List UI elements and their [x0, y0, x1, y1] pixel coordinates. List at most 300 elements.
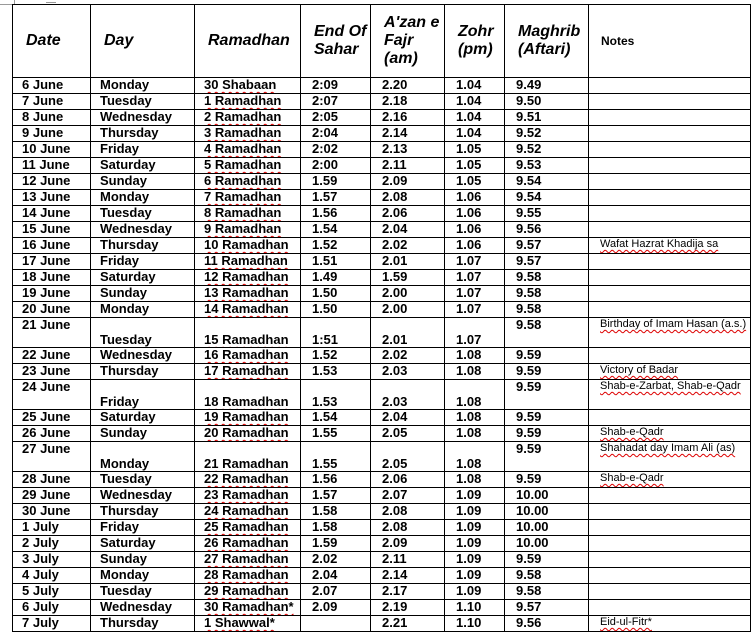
cell-end-of-sahar: 1.54 [301, 222, 371, 238]
ramadhan-day-label: 26 Ramadhan [204, 535, 289, 550]
cell-zohr: 1.09 [445, 520, 505, 536]
table-row [13, 110, 751, 126]
cell-date: 8 June [13, 110, 91, 126]
cell-notes [589, 616, 751, 632]
cell-date: 17 June [13, 254, 91, 270]
cell-ramadhan [195, 254, 301, 270]
cell-azan-fajr: 2.20 [371, 78, 445, 94]
table-row [13, 600, 751, 616]
table-row [13, 302, 751, 318]
cell-date: 21 June [13, 318, 91, 348]
note-text: Wafat Hazrat Khadija sa [600, 238, 719, 250]
cell-ramadhan [195, 584, 301, 600]
cell-azan-fajr: 2.02 [371, 238, 445, 254]
cell-notes [589, 238, 751, 254]
cell-notes [589, 410, 751, 426]
cell-notes [589, 426, 751, 442]
table-row [13, 286, 751, 302]
cell-zohr: 1.08 [445, 442, 505, 472]
cell-zohr: 1.08 [445, 380, 505, 410]
cell-azan-fajr: 2.14 [371, 568, 445, 584]
cell-day: Tuesday [91, 206, 195, 222]
cell-end-of-sahar: 2.09 [301, 600, 371, 616]
cell-ramadhan [195, 426, 301, 442]
ramadhan-day-label: 7 Ramadhan [204, 189, 282, 204]
cell-azan-fajr: 2.00 [371, 302, 445, 318]
note-text: Birthday of Imam Hasan (a.s.) [600, 318, 747, 330]
cell-azan-fajr: 2.11 [371, 158, 445, 174]
table-row [13, 380, 751, 410]
ramadhan-day-label: 28 Ramadhan [204, 567, 289, 582]
cell-maghrib: 9.57 [505, 600, 589, 616]
cell-ramadhan [195, 78, 301, 94]
ramadhan-day-label: 10 Ramadhan [204, 237, 289, 252]
cell-maghrib: 9.57 [505, 254, 589, 270]
cell-azan-fajr: 2.02 [371, 348, 445, 364]
table-row [13, 410, 751, 426]
cell-notes [589, 142, 751, 158]
table-row [13, 520, 751, 536]
ramadhan-day-label: 22 Ramadhan [204, 471, 289, 486]
cell-day: Friday [91, 254, 195, 270]
cell-notes [589, 504, 751, 520]
ramadhan-day-label: 3 Ramadhan [204, 125, 282, 140]
cell-date: 20 June [13, 302, 91, 318]
cell-azan-fajr: 2.09 [371, 174, 445, 190]
cell-zohr: 1.08 [445, 410, 505, 426]
cell-day: Tuesday [91, 318, 195, 348]
ramadhan-day-label: 8 Ramadhan [204, 205, 282, 220]
cell-date: 1 July [13, 520, 91, 536]
cell-azan-fajr: 2.07 [371, 488, 445, 504]
cell-date: 6 June [13, 78, 91, 94]
cell-date: 30 June [13, 504, 91, 520]
cell-ramadhan [195, 348, 301, 364]
cell-ramadhan [195, 222, 301, 238]
cell-date: 9 June [13, 126, 91, 142]
note-text: Victory of Badar [600, 364, 679, 376]
cell-azan-fajr: 2.01 [371, 254, 445, 270]
cell-notes [589, 174, 751, 190]
cell-end-of-sahar: 2:02 [301, 142, 371, 158]
cell-end-of-sahar: 1.58 [301, 520, 371, 536]
table-row [13, 78, 751, 94]
cell-day: Thursday [91, 364, 195, 380]
ramadhan-day-label: 9 Ramadhan [204, 221, 282, 236]
table-row [13, 222, 751, 238]
ramadhan-day-label: 2 Ramadhan [204, 109, 282, 124]
cell-day: Wednesday [91, 348, 195, 364]
table-row [13, 238, 751, 254]
table-row [13, 318, 751, 348]
cell-end-of-sahar: 1.53 [301, 364, 371, 380]
cell-day: Thursday [91, 126, 195, 142]
cell-date: 3 July [13, 552, 91, 568]
cell-azan-fajr: 2.01 [371, 318, 445, 348]
cell-ramadhan [195, 206, 301, 222]
cell-end-of-sahar: 2:04 [301, 126, 371, 142]
cell-azan-fajr: 2.17 [371, 584, 445, 600]
ramadhan-day-label: 29 Ramadhan [204, 583, 289, 598]
cell-day: Monday [91, 78, 195, 94]
cell-ramadhan [195, 536, 301, 552]
cell-day: Thursday [91, 616, 195, 632]
cell-day: Wednesday [91, 600, 195, 616]
ramadhan-day-label: 1 Ramadhan [204, 93, 282, 108]
ramadhan-day-label: 6 Ramadhan [204, 173, 282, 188]
table-row [13, 126, 751, 142]
cell-date: 11 June [13, 158, 91, 174]
cell-notes [589, 94, 751, 110]
cell-zohr: 1.10 [445, 616, 505, 632]
cell-zohr: 1.04 [445, 78, 505, 94]
cell-notes [589, 206, 751, 222]
ramadhan-day-label: 18 Ramadhan [204, 394, 289, 409]
ramadhan-day-label: 30 Ramadhan* [204, 599, 294, 614]
cell-zohr: 1.06 [445, 238, 505, 254]
table-row [13, 536, 751, 552]
table-row [13, 504, 751, 520]
cell-day: Monday [91, 302, 195, 318]
cell-day: Tuesday [91, 94, 195, 110]
cell-azan-fajr: 2.06 [371, 206, 445, 222]
cell-end-of-sahar: 1.51 [301, 254, 371, 270]
cell-date: 16 June [13, 238, 91, 254]
ramadhan-day-label: 19 Ramadhan [204, 409, 289, 424]
cell-end-of-sahar: 1.49 [301, 270, 371, 286]
cell-day: Thursday [91, 238, 195, 254]
header-zohr: Zohr (pm) [445, 5, 505, 78]
cell-maghrib: 9.50 [505, 94, 589, 110]
cell-day: Saturday [91, 410, 195, 426]
cell-day: Monday [91, 190, 195, 206]
cell-day: Wednesday [91, 110, 195, 126]
cell-day: Sunday [91, 286, 195, 302]
table-row [13, 552, 751, 568]
cell-zohr: 1.10 [445, 600, 505, 616]
note-text: Eid-ul-Fitr* [600, 616, 652, 628]
cell-zohr: 1.05 [445, 142, 505, 158]
cell-end-of-sahar: 1.50 [301, 286, 371, 302]
cell-azan-fajr: 2.09 [371, 536, 445, 552]
cell-maghrib: 9.57 [505, 238, 589, 254]
ramadhan-day-label: 12 Ramadhan [204, 269, 289, 284]
cell-end-of-sahar [301, 616, 371, 632]
cell-zohr: 1.07 [445, 318, 505, 348]
ramadhan-day-label: 16 Ramadhan [204, 347, 289, 362]
cell-day: Friday [91, 520, 195, 536]
cell-notes [589, 472, 751, 488]
page-corner-mark [46, 0, 56, 3]
cell-end-of-sahar: 1.56 [301, 206, 371, 222]
cell-notes [589, 158, 751, 174]
cell-zohr: 1.08 [445, 348, 505, 364]
cell-maghrib: 9.58 [505, 318, 589, 348]
table-row [13, 568, 751, 584]
cell-date: 23 June [13, 364, 91, 380]
cell-end-of-sahar: 2:09 [301, 78, 371, 94]
table-row [13, 584, 751, 600]
table-row [13, 174, 751, 190]
cell-ramadhan [195, 142, 301, 158]
cell-maghrib: 9.53 [505, 158, 589, 174]
cell-ramadhan [195, 380, 301, 410]
cell-zohr: 1.04 [445, 110, 505, 126]
cell-maghrib: 9.52 [505, 142, 589, 158]
header-ramadhan: Ramadhan [195, 5, 301, 78]
cell-zohr: 1.07 [445, 270, 505, 286]
ramadhan-day-label: 4 Ramadhan [204, 141, 282, 156]
cell-day: Thursday [91, 504, 195, 520]
cell-zohr: 1.07 [445, 254, 505, 270]
table-row [13, 254, 751, 270]
cell-notes [589, 190, 751, 206]
cell-end-of-sahar: 1.56 [301, 472, 371, 488]
cell-end-of-sahar: 1.52 [301, 238, 371, 254]
cell-end-of-sahar: 2:07 [301, 94, 371, 110]
cell-maghrib: 9.58 [505, 270, 589, 286]
cell-maghrib: 9.59 [505, 426, 589, 442]
table-row [13, 348, 751, 364]
cell-end-of-sahar: 2.04 [301, 568, 371, 584]
cell-end-of-sahar: 1:51 [301, 318, 371, 348]
ramadhan-day-label: 17 Ramadhan [204, 363, 289, 378]
cell-date: 28 June [13, 472, 91, 488]
cell-azan-fajr: 2.16 [371, 110, 445, 126]
cell-date: 10 June [13, 142, 91, 158]
cell-maghrib: 9.51 [505, 110, 589, 126]
timetable-body [13, 78, 751, 632]
cell-ramadhan [195, 286, 301, 302]
cell-azan-fajr: 2.03 [371, 380, 445, 410]
ramadhan-day-label: 27 Ramadhan [204, 551, 289, 566]
cell-end-of-sahar: 1.57 [301, 190, 371, 206]
ramadhan-day-label: 1 Shawwal* [204, 615, 275, 630]
cell-date: 12 June [13, 174, 91, 190]
cell-azan-fajr: 2.03 [371, 364, 445, 380]
cell-azan-fajr: 2.13 [371, 142, 445, 158]
cell-notes [589, 600, 751, 616]
cell-day: Saturday [91, 158, 195, 174]
cell-zohr: 1.06 [445, 206, 505, 222]
cell-day: Wednesday [91, 488, 195, 504]
cell-notes [589, 78, 751, 94]
table-row [13, 488, 751, 504]
cell-day: Sunday [91, 426, 195, 442]
cell-day: Saturday [91, 270, 195, 286]
cell-date: 7 July [13, 616, 91, 632]
cell-notes [589, 286, 751, 302]
cell-notes [589, 536, 751, 552]
cell-day: Tuesday [91, 584, 195, 600]
note-text: Shab-e-Qadr [600, 426, 664, 438]
cell-day: Wednesday [91, 222, 195, 238]
ramadhan-day-label: 24 Ramadhan [204, 503, 289, 518]
cell-ramadhan [195, 364, 301, 380]
cell-maghrib: 10.00 [505, 536, 589, 552]
header-row [13, 5, 751, 78]
cell-zohr: 1.06 [445, 190, 505, 206]
cell-zohr: 1.08 [445, 364, 505, 380]
cell-maghrib: 9.59 [505, 410, 589, 426]
cell-date: 25 June [13, 410, 91, 426]
cell-azan-fajr: 2.19 [371, 600, 445, 616]
cell-notes [589, 364, 751, 380]
note-text: Shab-e-Zarbat, Shab-e-Qadr [600, 380, 741, 392]
cell-azan-fajr: 2.08 [371, 190, 445, 206]
cell-end-of-sahar: 1.55 [301, 426, 371, 442]
ramadhan-day-label: 15 Ramadhan [204, 332, 289, 347]
cell-date: 24 June [13, 380, 91, 410]
cell-ramadhan [195, 174, 301, 190]
cell-azan-fajr: 2.14 [371, 126, 445, 142]
cell-zohr: 1.04 [445, 94, 505, 110]
header-notes: Notes [589, 5, 751, 78]
cell-azan-fajr: 2.04 [371, 410, 445, 426]
cell-day: Monday [91, 442, 195, 472]
cell-notes [589, 222, 751, 238]
cell-zohr: 1.09 [445, 568, 505, 584]
ramadhan-day-label: 30 Shabaan [204, 77, 277, 92]
table-row [13, 190, 751, 206]
cell-notes [589, 318, 751, 348]
cell-end-of-sahar: 1.52 [301, 348, 371, 364]
cell-date: 6 July [13, 600, 91, 616]
cell-zohr: 1.09 [445, 504, 505, 520]
cell-day: Friday [91, 142, 195, 158]
header-day: Day [91, 5, 195, 78]
table-row [13, 206, 751, 222]
cell-maghrib: 9.58 [505, 584, 589, 600]
cell-notes [589, 110, 751, 126]
cell-azan-fajr: 2.00 [371, 286, 445, 302]
cell-zohr: 1.08 [445, 426, 505, 442]
table-row [13, 158, 751, 174]
table-row [13, 426, 751, 442]
cell-end-of-sahar: 2:00 [301, 158, 371, 174]
table-row [13, 364, 751, 380]
cell-maghrib: 9.56 [505, 616, 589, 632]
table-row [13, 142, 751, 158]
cell-maghrib: 9.58 [505, 302, 589, 318]
table-row [13, 94, 751, 110]
cell-notes [589, 254, 751, 270]
ramadhan-day-label: 20 Ramadhan [204, 425, 289, 440]
table-row [13, 472, 751, 488]
cell-ramadhan [195, 488, 301, 504]
cell-zohr: 1.06 [445, 222, 505, 238]
cell-notes [589, 302, 751, 318]
cell-maghrib: 10.00 [505, 520, 589, 536]
cell-ramadhan [195, 568, 301, 584]
cell-ramadhan [195, 238, 301, 254]
note-text: Shahadat day Imam Ali (as) [600, 442, 736, 454]
cell-notes [589, 568, 751, 584]
cell-date: 13 June [13, 190, 91, 206]
cell-ramadhan [195, 616, 301, 632]
cell-zohr: 1.05 [445, 158, 505, 174]
cell-ramadhan [195, 110, 301, 126]
ramadhan-day-label: 21 Ramadhan [204, 456, 289, 471]
cell-zohr: 1.09 [445, 536, 505, 552]
header-maghrib: Maghrib (Aftari) [505, 5, 589, 78]
header-date: Date [13, 5, 91, 78]
cell-notes [589, 584, 751, 600]
cell-date: 15 June [13, 222, 91, 238]
cell-zohr: 1.04 [445, 126, 505, 142]
table-row [13, 442, 751, 472]
cell-maghrib: 9.59 [505, 380, 589, 410]
cell-maghrib: 9.59 [505, 364, 589, 380]
cell-zohr: 1.08 [445, 472, 505, 488]
cell-notes [589, 488, 751, 504]
cell-end-of-sahar: 1.59 [301, 536, 371, 552]
cell-end-of-sahar: 2.07 [301, 584, 371, 600]
ramadhan-day-label: 13 Ramadhan [204, 285, 289, 300]
cell-date: 2 July [13, 536, 91, 552]
cell-day: Sunday [91, 174, 195, 190]
table-row [13, 616, 751, 632]
cell-maghrib: 9.58 [505, 286, 589, 302]
cell-date: 19 June [13, 286, 91, 302]
cell-maghrib: 9.55 [505, 206, 589, 222]
ramadhan-day-label: 14 Ramadhan [204, 301, 289, 316]
ramadhan-day-label: 11 Ramadhan [204, 253, 288, 268]
cell-azan-fajr: 1.59 [371, 270, 445, 286]
cell-maghrib: 9.59 [505, 348, 589, 364]
cell-maghrib: 9.49 [505, 78, 589, 94]
cell-date: 29 June [13, 488, 91, 504]
cell-zohr: 1.05 [445, 174, 505, 190]
cell-maghrib: 10.00 [505, 504, 589, 520]
cell-ramadhan [195, 552, 301, 568]
cell-notes [589, 126, 751, 142]
cell-zohr: 1.07 [445, 302, 505, 318]
cell-maghrib: 9.59 [505, 552, 589, 568]
cell-ramadhan [195, 472, 301, 488]
cell-notes [589, 520, 751, 536]
cell-date: 5 July [13, 584, 91, 600]
cell-ramadhan [195, 270, 301, 286]
cell-zohr: 1.09 [445, 552, 505, 568]
cell-date: 27 June [13, 442, 91, 472]
cell-zohr: 1.09 [445, 584, 505, 600]
cell-end-of-sahar: 1.59 [301, 174, 371, 190]
cell-day: Sunday [91, 552, 195, 568]
cell-day: Saturday [91, 536, 195, 552]
cell-end-of-sahar: 2.02 [301, 552, 371, 568]
note-text: Shab-e-Qadr [600, 472, 664, 484]
cell-maghrib: 9.54 [505, 174, 589, 190]
cell-date: 22 June [13, 348, 91, 364]
cell-notes [589, 270, 751, 286]
ramadhan-day-label: 23 Ramadhan [204, 487, 289, 502]
cell-maghrib: 9.59 [505, 442, 589, 472]
cell-ramadhan [195, 442, 301, 472]
header-azan-fajr: A'zan e Fajr (am) [371, 5, 445, 78]
cell-end-of-sahar: 1.53 [301, 380, 371, 410]
header-end-of-sahar: End Of Sahar [301, 5, 371, 78]
cell-notes [589, 552, 751, 568]
table-row [13, 270, 751, 286]
cell-azan-fajr: 2.18 [371, 94, 445, 110]
cell-maghrib: 9.52 [505, 126, 589, 142]
cell-end-of-sahar: 1.58 [301, 504, 371, 520]
cell-date: 18 June [13, 270, 91, 286]
cell-ramadhan [195, 410, 301, 426]
cell-end-of-sahar: 1.57 [301, 488, 371, 504]
cell-zohr: 1.09 [445, 488, 505, 504]
